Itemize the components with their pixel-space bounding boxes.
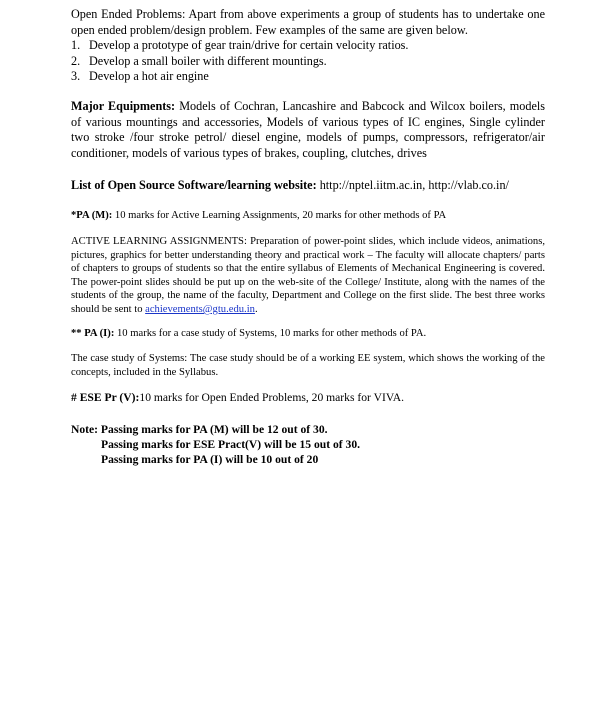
note-line-2: Passing marks for ESE Pract(V) will be 15 out of 30.	[101, 438, 361, 451]
list-item-text: Develop a hot air engine	[89, 69, 209, 84]
pa-m-section	[71, 209, 545, 223]
list-item	[71, 38, 545, 54]
pa-i-section	[71, 327, 545, 341]
list-item-number: 1.	[71, 38, 81, 53]
list-item-number: 3.	[71, 69, 81, 84]
software-links: http://nptel.iitm.ac.in, http://vlab.co.in/	[316, 178, 509, 192]
case-study-text: The case study of Systems: The case study should be of a working EE system, which shows the working of the concepts, included in the Syllabus.	[71, 353, 545, 378]
list-item	[71, 54, 545, 70]
open-ended-section	[71, 7, 545, 85]
ala-end: .	[254, 303, 258, 315]
list-item-number: 2.	[71, 53, 81, 68]
list-item-text: Develop a prototype of gear train/drive for certain velocity ratios.	[89, 38, 409, 53]
ese-section	[71, 390, 545, 405]
pa-m-label: *PA (M):	[71, 210, 113, 221]
note-section	[71, 422, 545, 467]
ese-text: 10 marks for Open Ended Problems, 20 marks for VIVA.	[139, 391, 404, 404]
equipment-label: Major Equipments:	[71, 99, 176, 113]
ala-section	[71, 235, 545, 317]
case-study-section	[71, 352, 545, 379]
equipment-text: Models of Cochran, Lancashire and Babcock and Wilcox boilers, models of various mountings and accessories, Models of various types of IC engines, Single cylinder two stroke /four stroke petrol/ diesel engine, models of pumps, compressors, refrigerator/air conditioner, models of various types of brakes, coupling, clutches, drives	[71, 99, 545, 160]
software-section	[71, 178, 545, 194]
ala-text: ACTIVE LEARNING ASSIGNMENTS: Preparation of power-point slides, which include videos, animations, pictures, graphics for better understanding theory and practical work – The faculty will allocate chapters/ parts of chapters to groups of students so that the entire syllabus of Elements of Mechanical Engineering is covered. The power-point slides should be put up on the web-site of the College/ Institute, along with the names of the students of the group, the name of the faculty, Department and College on the first slide. The best three works should be sent to	[71, 236, 545, 315]
list-item	[71, 69, 545, 85]
software-label: List of Open Source Software/learning website:	[71, 178, 317, 192]
note-line-1: Note: Passing marks for PA (M) will be 12 out of 30.	[71, 423, 328, 436]
equipment-section	[71, 99, 545, 161]
open-ended-list	[71, 38, 545, 85]
ese-label: # ESE Pr (V):	[71, 391, 140, 404]
pa-i-label: ** PA (I):	[71, 328, 115, 339]
note-line-3: Passing marks for PA (I) will be 10 out of 20	[101, 453, 319, 466]
list-item-text: Develop a small boiler with different mountings.	[89, 53, 327, 68]
pa-i-text: 10 marks for a case study of Systems, 10 marks for other methods of PA.	[114, 328, 427, 339]
email-link[interactable]: achievements@gtu.edu.in	[145, 303, 255, 315]
open-ended-intro: Open Ended Problems: Apart from above experiments a group of students has to undertake one open ended problem/design problem. Few examples of the same are given below.	[71, 7, 545, 37]
pa-m-text: 10 marks for Active Learning Assignments, 20 marks for other methods of PA	[112, 210, 447, 221]
